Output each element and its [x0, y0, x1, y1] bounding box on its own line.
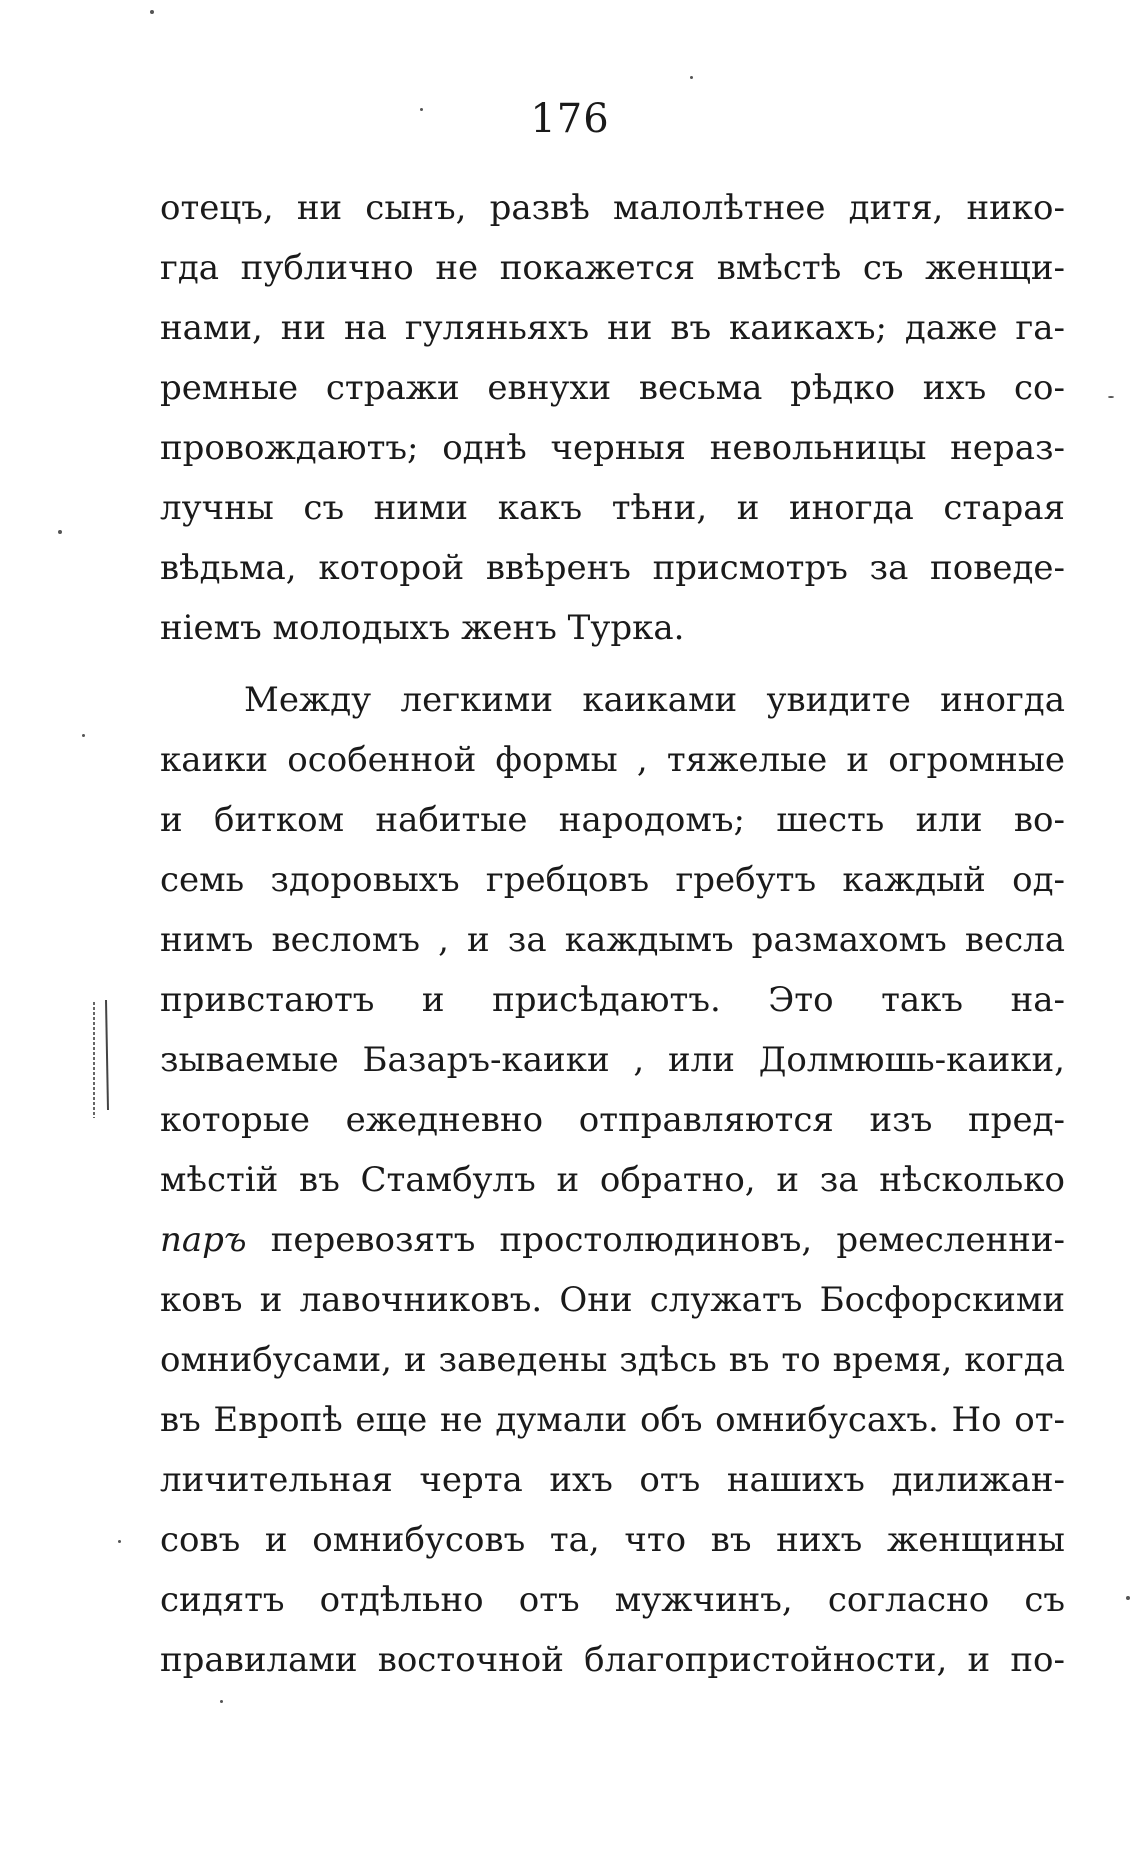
text-line: вѣдьма, которой ввѣренъ присмотръ за поведе- [160, 548, 1065, 588]
italic-word: паръ [160, 1220, 247, 1260]
text-line: которые ежедневно отправляются изъ пред- [160, 1100, 1065, 1140]
text-line-rest: перевозятъ простолюдиновъ, ремесленни- [246, 1220, 1065, 1260]
text-line: отецъ, ни сынъ, развѣ малолѣтнее дитя, нико- [160, 188, 1065, 228]
text-line: семь здоровыхъ гребцовъ гребутъ каждый од- [160, 860, 1065, 900]
text-line: привстаютъ и присѣдаютъ. Это такъ на- [160, 980, 1065, 1020]
text-line: и битком набитые народомъ; шесть или во- [160, 800, 1065, 840]
text-line: гда публично не покажется вмѣстѣ съ женщи- [160, 248, 1065, 288]
text-line: нами, ни на гуляньяхъ ни въ каикахъ; даже га- [160, 308, 1065, 348]
page-number: 176 [530, 96, 610, 142]
text-line: въ Европѣ еще не думали объ омнибусахъ. Но от- [160, 1400, 1065, 1440]
text-line: мѣстій въ Стамбулъ и обратно, и за нѣсколько [160, 1160, 1065, 1200]
scan-speck [58, 530, 62, 534]
text-line: личительная черта ихъ отъ нашихъ дилижан- [160, 1460, 1065, 1500]
scan-speck [1108, 396, 1114, 398]
text-line: совъ и омнибусовъ та, что въ нихъ женщины [160, 1520, 1065, 1560]
scan-speck [1126, 1596, 1130, 1600]
text-line: ремные стражи евнухи весьма рѣдко ихъ со- [160, 368, 1065, 408]
text-line: омнибусами, и заведены здѣсь въ то время, когда [160, 1340, 1065, 1380]
text-line: зываемые Базаръ-каики , или Долмюшь-каики, [160, 1040, 1065, 1080]
text-line-with-italic [160, 1210, 1065, 1270]
text-line: каики особенной формы , тяжелые и огромные [160, 740, 1065, 780]
scan-speck [82, 734, 85, 737]
paragraph-gap [160, 658, 1065, 670]
scan-speck [118, 1540, 121, 1543]
text-line: правилами восточной благопристойности, и по- [160, 1640, 1065, 1680]
text-line: провождаютъ; однѣ черныя невольницы нераз- [160, 428, 1065, 468]
margin-mark [88, 1000, 116, 1120]
scan-speck [690, 76, 693, 79]
text-line: ковъ и лавочниковъ. Они служатъ Босфорскими [160, 1280, 1065, 1320]
scan-speck [420, 108, 423, 111]
paragraph-first-line: Между легкими каиками увидите иногда [244, 680, 1065, 720]
scan-speck [220, 1700, 223, 1703]
text-line: сидятъ отдѣльно отъ мужчинъ, согласно съ [160, 1580, 1065, 1620]
scan-speck [150, 10, 154, 14]
text-line: нимъ весломъ , и за каждымъ размахомъ весла [160, 920, 1065, 960]
text-line: ніемъ молодыхъ женъ Турка. [160, 608, 685, 648]
body-text [160, 178, 1065, 1690]
text-line: лучны съ ними какъ тѣни, и иногда старая [160, 488, 1065, 528]
